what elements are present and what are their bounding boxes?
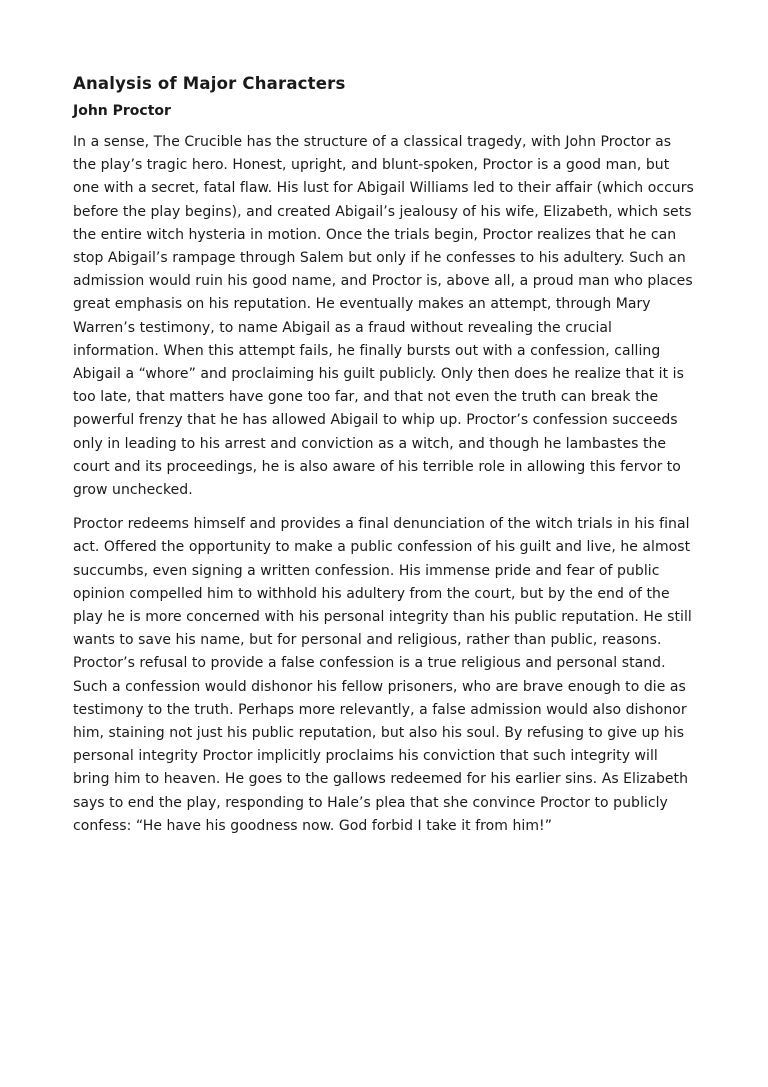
paragraph-1: In a sense, The Crucible has the structure of a classical tragedy, with John Proctor as the play’s tragic hero. Honest, upright, and blunt-spoken, Proctor is a good man, but one with a secret, fatal flaw. His lust for Abigail Williams led to their affair (which occurs before the play begins), and created Abigail’s jealousy of his wife, Elizabeth, which sets the entire witch hysteria in motion. Once the trials begin, Proctor realizes that he can stop Abigail’s rampage through Salem but only if he confesses to his adultery. Such an admission would ruin his good name, and Proctor is, above all, a proud man who places great emphasis on his reputation. He eventually makes an attempt, through Mary Warren’s testimony, to name Abigail as a fraud without revealing the crucial information. When this attempt fails, he finally bursts out with a confession, calling Abigail a “whore” and proclaiming his guilt publicly. Only then does he realize that it is too late, that matters have gone too far, and that not even the truth can break the powerful frenzy that he has allowed Abigail to whip up. Proctor’s confession succeeds only in leading to his arrest and conviction as a witch, and though he lambastes the court and its proceedings, he is also aware of his terrible role in allowing this fervor to grow unchecked. bbox=[73, 134, 694, 499]
page-title: Analysis of Major Characters bbox=[73, 74, 346, 93]
document-body bbox=[73, 74, 698, 849]
paragraph-2: Proctor redeems himself and provides a final denunciation of the witch trials in his final act. Offered the opportunity to make a public confession of his guilt and live, he almost succumbs, even signing a written confession. His immense pride and fear of public opinion compelled him to withhold his adultery from the court, but by the end of the play he is more concerned with his personal integrity than his public reputation. He still wants to save his name, but for personal and religious, rather than public, reasons. Proctor’s refusal to provide a false confession is a true religious and personal stand. Such a confession would dishonor his fellow prisoners, who are brave enough to die as testimony to the truth. Perhaps more relevantly, a false admission would also dishonor him, staining not just his public reputation, but also his soul. By refusing to give up his personal integrity Proctor implicitly proclaims his conviction that such integrity will bring him to heaven. He goes to the gallows redeemed for his earlier sins. As Elizabeth says to end the play, responding to Hale’s plea that she convince Proctor to publicly confess: “He have his goodness now. God forbid I take it from him!” bbox=[73, 516, 692, 834]
section-heading: John Proctor bbox=[73, 103, 171, 119]
